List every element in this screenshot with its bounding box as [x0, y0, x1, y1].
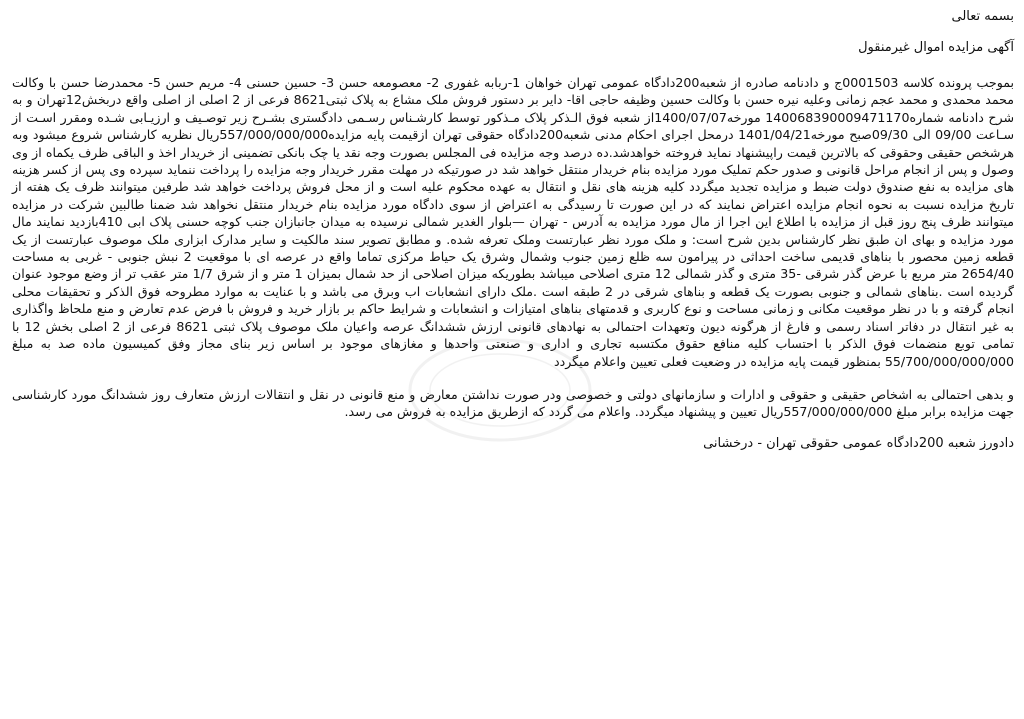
notice-signature: دادورز شعبه 200دادگاه عمومی حقوقی تهران - درخشانی: [703, 435, 1014, 451]
notice-title: آگهی مزایده اموال غیرمنقول: [858, 40, 1014, 55]
notice-body-paragraph-1: بموجب پرونده کلاسه 0001503ج و دادنامه صادره از شعبه200دادگاه عمومی تهران خواهان 1-ربابه غفوری 2- معصومعه حسن 3- حسین حسنی 4- مریم حسن 5- محمدرضا حسن با وکالت محمد محمدی و محمد عجم زمانی وعلیه نیره حسن با وکالت حسین وظیفه حاجی اقا- دایر بر دستور فروش ملک مشاع به پلاک ثبتی8621 فرعی از 2 اصلی از اصلی واقع دربخش12تهران و به شرح دادنامه شماره140068390009471170 مورخه1400/07/07از شعبه فوق الـذکر پلاک مـذکور توسط کارشـناس رسـمی دادگستری بشـرح زیر توصـیف و ارزیـابی شـده ومقرر اسـت از سـاعت 09/00 الی 09/30صبح مورخه1401/04/21 درمحل اجرای احکام مدنی شعبه200دادگاه حقوقی تهران ازقیمت پایه مزایده557/000/000/000ریال نظریه کارشناس شروع میشود وبه هرشخص حقیقی وحقوقی که بالاترین قیمت راپیشنهاد نماید فروخته خواهدشد.ده درصد وجه مزایده فی المجلس بصورت وجه نقد یا چک بانکی تضمینی از خریدار اخذ و الباقی ظرف یکماه از وی وصول و پس از انجام مراحل قانونی و صدور حکم تملیک مورد مزایده بنام خریدار منتقل خواهد شد در صورتیکه در مهلت مقرر خریدار وجه مزایده را پرداخت ننماید سپرده وی پس از کسر هزینه های مزایده به نفع صندوق دولت ضبط و مزایده تجدید میگردد کلیه هزینه های نقل و انتقال به عهده محکوم علیه است و از محل فروش پرداخت خواهد شد طرفین میتوانند ظرف یک هفته از تاریخ مزایده نسبت به نحوه انجام مزایده اعتراض نمایند که در این صورت تا رسیدگی به اعتراض از سوی دادگاه مورد مزایده بنام خریدار منتقل نخواهد شد ضمنا طالبین شرکت در مزایده میتوانند ظرف پنج روز قبل از مزایده با اطلاع این اجرا از مال مورد مزایده به آدرس - تهران —بلوار الغدیر شمالی نرسیده به میدان جانبازان جنب کوچه حسنی پلاک ابی 410بازدید نمایند مال مورد مزایده و بهای ان طبق نظر کارشناس بدین شرح است: و ملک مورد نظر عبارتست وملک تعرفه شده. و مطابق تصویر سند مالکیت و سایر مدارک ابزاری ملک موصوف عبارتست از یک قطعه زمین محصور با بناهای قدیمی ساخت احداثی در پیرامون سه ظلع زمین جنوب وشمال وشرق یک حیاط مرکزی تماما واقع در عرصه ای با موقعیت 2 نبش جنوبی - غربی به مساحت 2654/40 متر مربع با عرض گذر شرقی -35 متری و گذر شمالی 12 متری اصلاحی میباشد بطوریکه میزان اصلاحی از حد شمال بمیزان 1 متر و از شرق 1/7 متر عقب تر از وضع موجود عنوان گردیده است .بناهای شمالی و جنوبی بصورت یک قطعه و بناهای شرقی در 2 طبقه است .ملک دارای انشعابات اب وبرق می باشد و با عنایت به موارد مطروحه فوق الذکر و تحقیقات محلی انجام گرفته و با در نظر موقعیت مکانی و زمانی مساحت و نوع کاربری و قدمتهای بناهای امتیازات و انشعابات و شرایط حاکم بر بازار خرید و فروش با فرض عدم تعارض و منع ملحاظ واگذاری به غیر انتقال در دفاتر اسناد رسمی و فارغ از هرگونه دیون وتعهدات احتمالی به نهادهای قانونی ارزش ششدانگ عرصه واعیان ملک موصوف پلاک ثبتی 8621 فرعی از 2 اصلی بخش 12 با تمامی توبع منضمات فوق الذکر با احتساب کلیه منافع حقوق مکتسبه تجاری و اداری و صنعتی واحدها و مغازهای موجود بر اساس زیر بنای مجاز وفق کمیسیون ماده صد به مبلغ 55/700/000/000/000 بمنظور قیمت پایه مزایده در وضعیت فعلی تعیین واعلام میگردد: [12, 75, 1015, 369]
notice-body-paragraph-2: و بدهی احتمالی به اشخاص حقیقی و حقوقی و ادارات و سازمانهای دولتی و خصوصی ودر صورت نداشتن معارض و منع قانونی در نقل و انتقالات ارزش متعارف روز ششدانگ مورد کارشناسی جهت مزایده برابر مبلغ 557/000/000/000ریال تعیین و پیشنهاد میگردد. واعلام می گردد که ازطریق مزایده به فروش می رسد.: [12, 386, 1014, 420]
invocation-heading: بسمه تعالی: [951, 9, 1014, 24]
